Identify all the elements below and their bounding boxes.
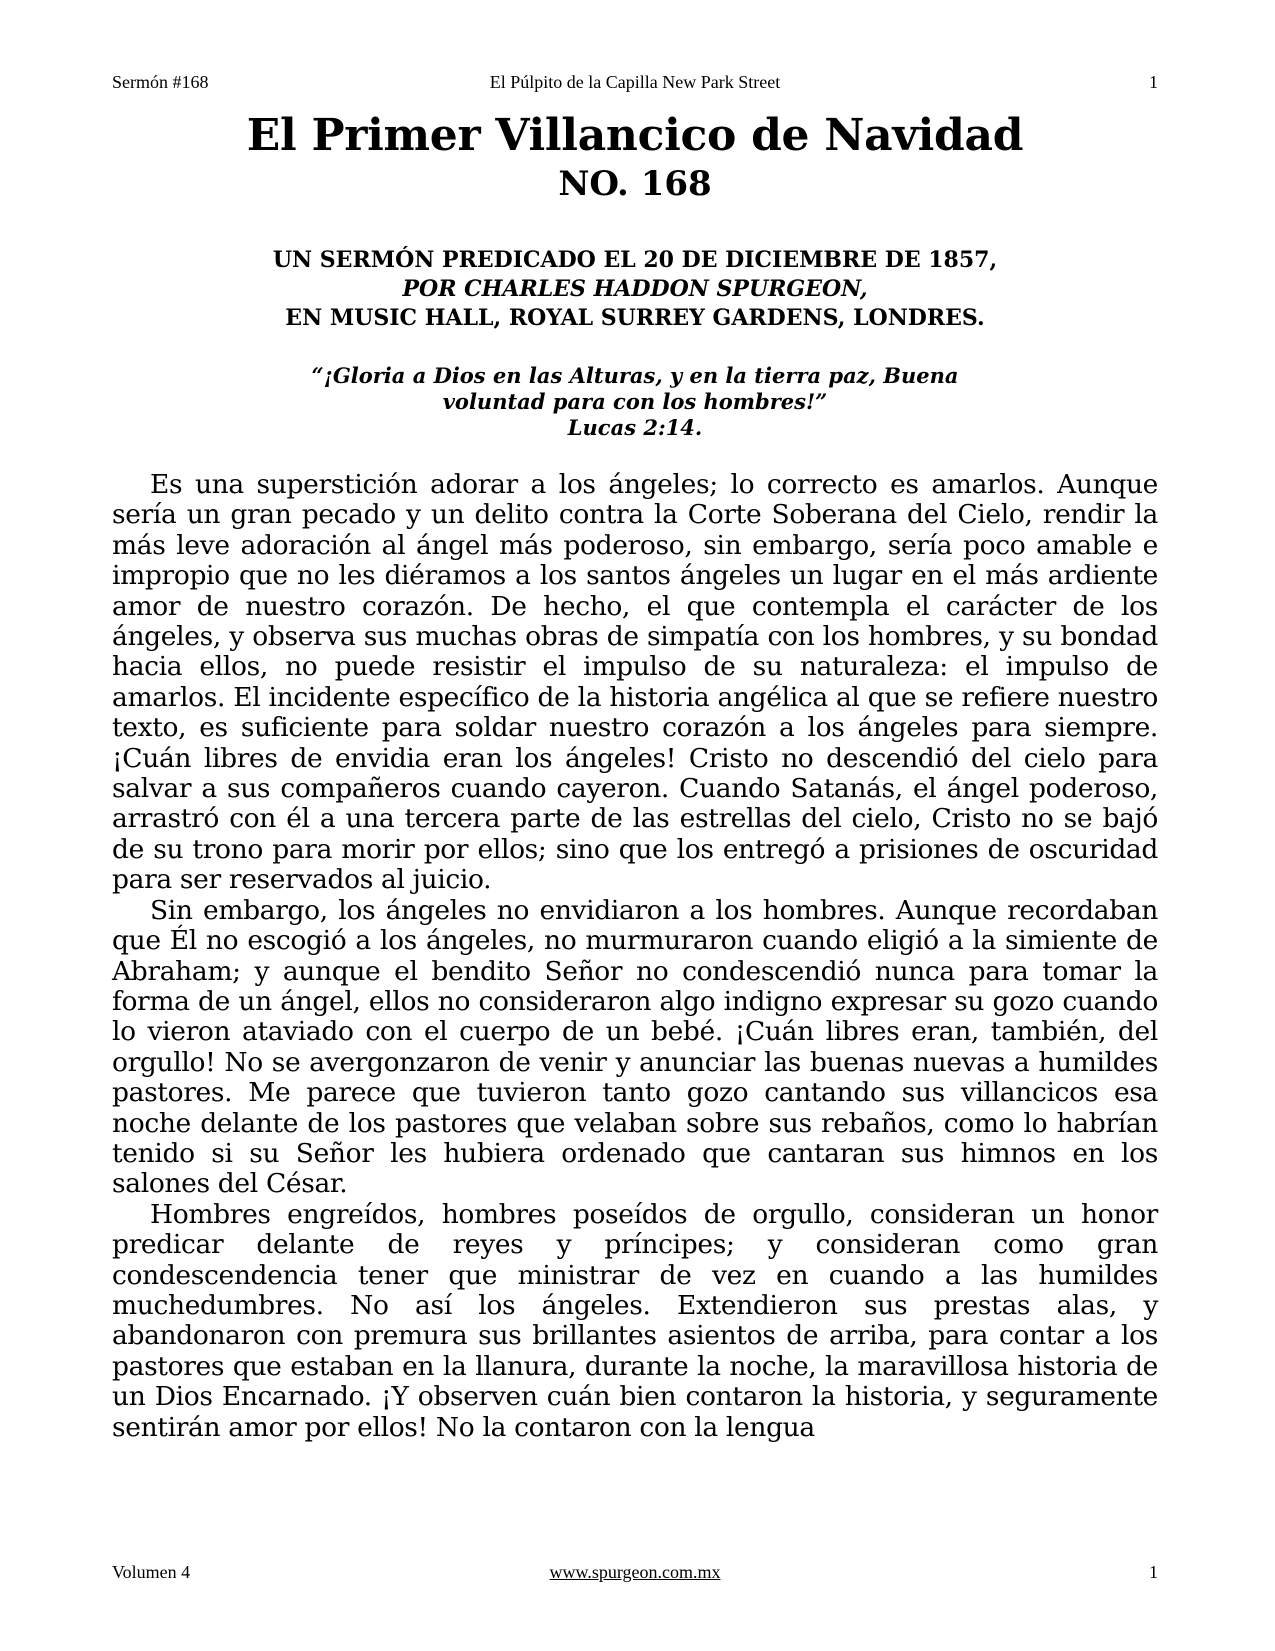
- sermon-body: [112, 470, 1158, 1443]
- header-publication-title: El Púlpito de la Capilla New Park Street: [489, 72, 781, 92]
- footer-volume: Volumen 4: [112, 1562, 191, 1582]
- body-paragraph: Hombres engreídos, hombres poseídos de orgullo, consideran un honor predicar delante de reyes y príncipes; y consideran como gran condescendencia tener que ministrar de vez en cuando a las humildes muchedumbres. No así los ángeles. Extendieron sus prestas alas, y abandonaron con premura sus brillantes asientos de arriba, para contar a los pastores que estaban en la llanura, durante la noche, la maravillosa historia de un Dios Encarnado. ¡Y observen cuán bien contaron la historia, y seguramente sentirán amor por ellos! No la contaron con la lengua: [112, 1198, 1158, 1443]
- header-page-number: 1: [1149, 72, 1158, 92]
- preached-location-line: EN MUSIC HALL, ROYAL SURREY GARDENS, LONDRES.: [285, 305, 985, 331]
- page-title: El Primer Villancico de Navidad: [246, 110, 1024, 161]
- scripture-reference: Lucas 2:14.: [567, 415, 703, 440]
- scripture-quote-line: voluntad para con los hombres!”: [442, 389, 828, 414]
- sermon-number-heading: NO. 168: [558, 164, 712, 204]
- preached-info: [112, 246, 1158, 333]
- preached-date-line: UN SERMÓN PREDICADO EL 20 DE DICIEMBRE DE 1857,: [272, 247, 998, 273]
- preached-author-line: POR CHARLES HADDON SPURGEON,: [402, 276, 868, 302]
- header-sermon-number: Sermón #168: [112, 72, 209, 92]
- body-paragraph: Es una superstición adorar a los ángeles; lo correcto es amarlos. Aunque sería un gran pecado y un delito contra la Corte Soberana del Cielo, rendir la más leve adoración al ángel más poderoso, sin embargo, sería poco amable e impropio que no les diéramos a los santos ángeles un lugar en el más ardiente amor de nuestro corazón. De hecho, el que contempla el carácter de los ángeles, y observa sus muchas obras de simpatía con los hombres, y su bondad hacia ellos, no puede resistir el impulso de su naturaleza: el impulso de amarlos. El incidente específico de la historia angélica al que se refiere nuestro texto, es suficiente para soldar nuestro corazón a los ángeles para siempre. ¡Cuán libres de envidia eran los ángeles! Cristo no descendió del cielo para salvar a sus compañeros cuando cayeron. Cuando Satanás, el ángel poderoso, arrastró con él a una tercera parte de las estrellas del cielo, Cristo no se bajó de su trono para morir por ellos; sino que los entregó a prisiones de oscuridad para ser reservados al juicio.: [112, 469, 1158, 896]
- footer-page-number: 1: [1149, 1562, 1158, 1582]
- title-block: [112, 108, 1158, 441]
- scripture-quote-line: “¡Gloria a Dios en las Alturas, y en la tierra paz, Buena: [311, 363, 959, 388]
- footer-website-link[interactable]: www.spurgeon.com.mx: [549, 1562, 721, 1582]
- scripture-quote: [112, 363, 1158, 441]
- running-footer: [112, 1562, 1158, 1586]
- running-header: [112, 72, 1158, 96]
- body-paragraph: Sin embargo, los ángeles no envidiaron a los hombres. Aunque recordaban que Él no escogió a los ángeles, no murmuraron cuando eligió a la simiente de Abraham; y aunque el bendito Señor no condescendió nunca para tomar la forma de un ángel, ellos no consideraron algo indigno expresar su gozo cuando lo vieron ataviado con el cuerpo de un bebé. ¡Cuán libres eran, también, del orgullo! No se avergonzaron de venir y anunciar las buenas nuevas a humildes pastores. Me parece que tuvieron tanto gozo cantando sus villancicos esa noche delante de los pastores que velaban sobre sus rebaños, como lo habrían tenido si su Señor les hubiera ordenado que cantaran sus himnos en los salones del César.: [112, 894, 1158, 1200]
